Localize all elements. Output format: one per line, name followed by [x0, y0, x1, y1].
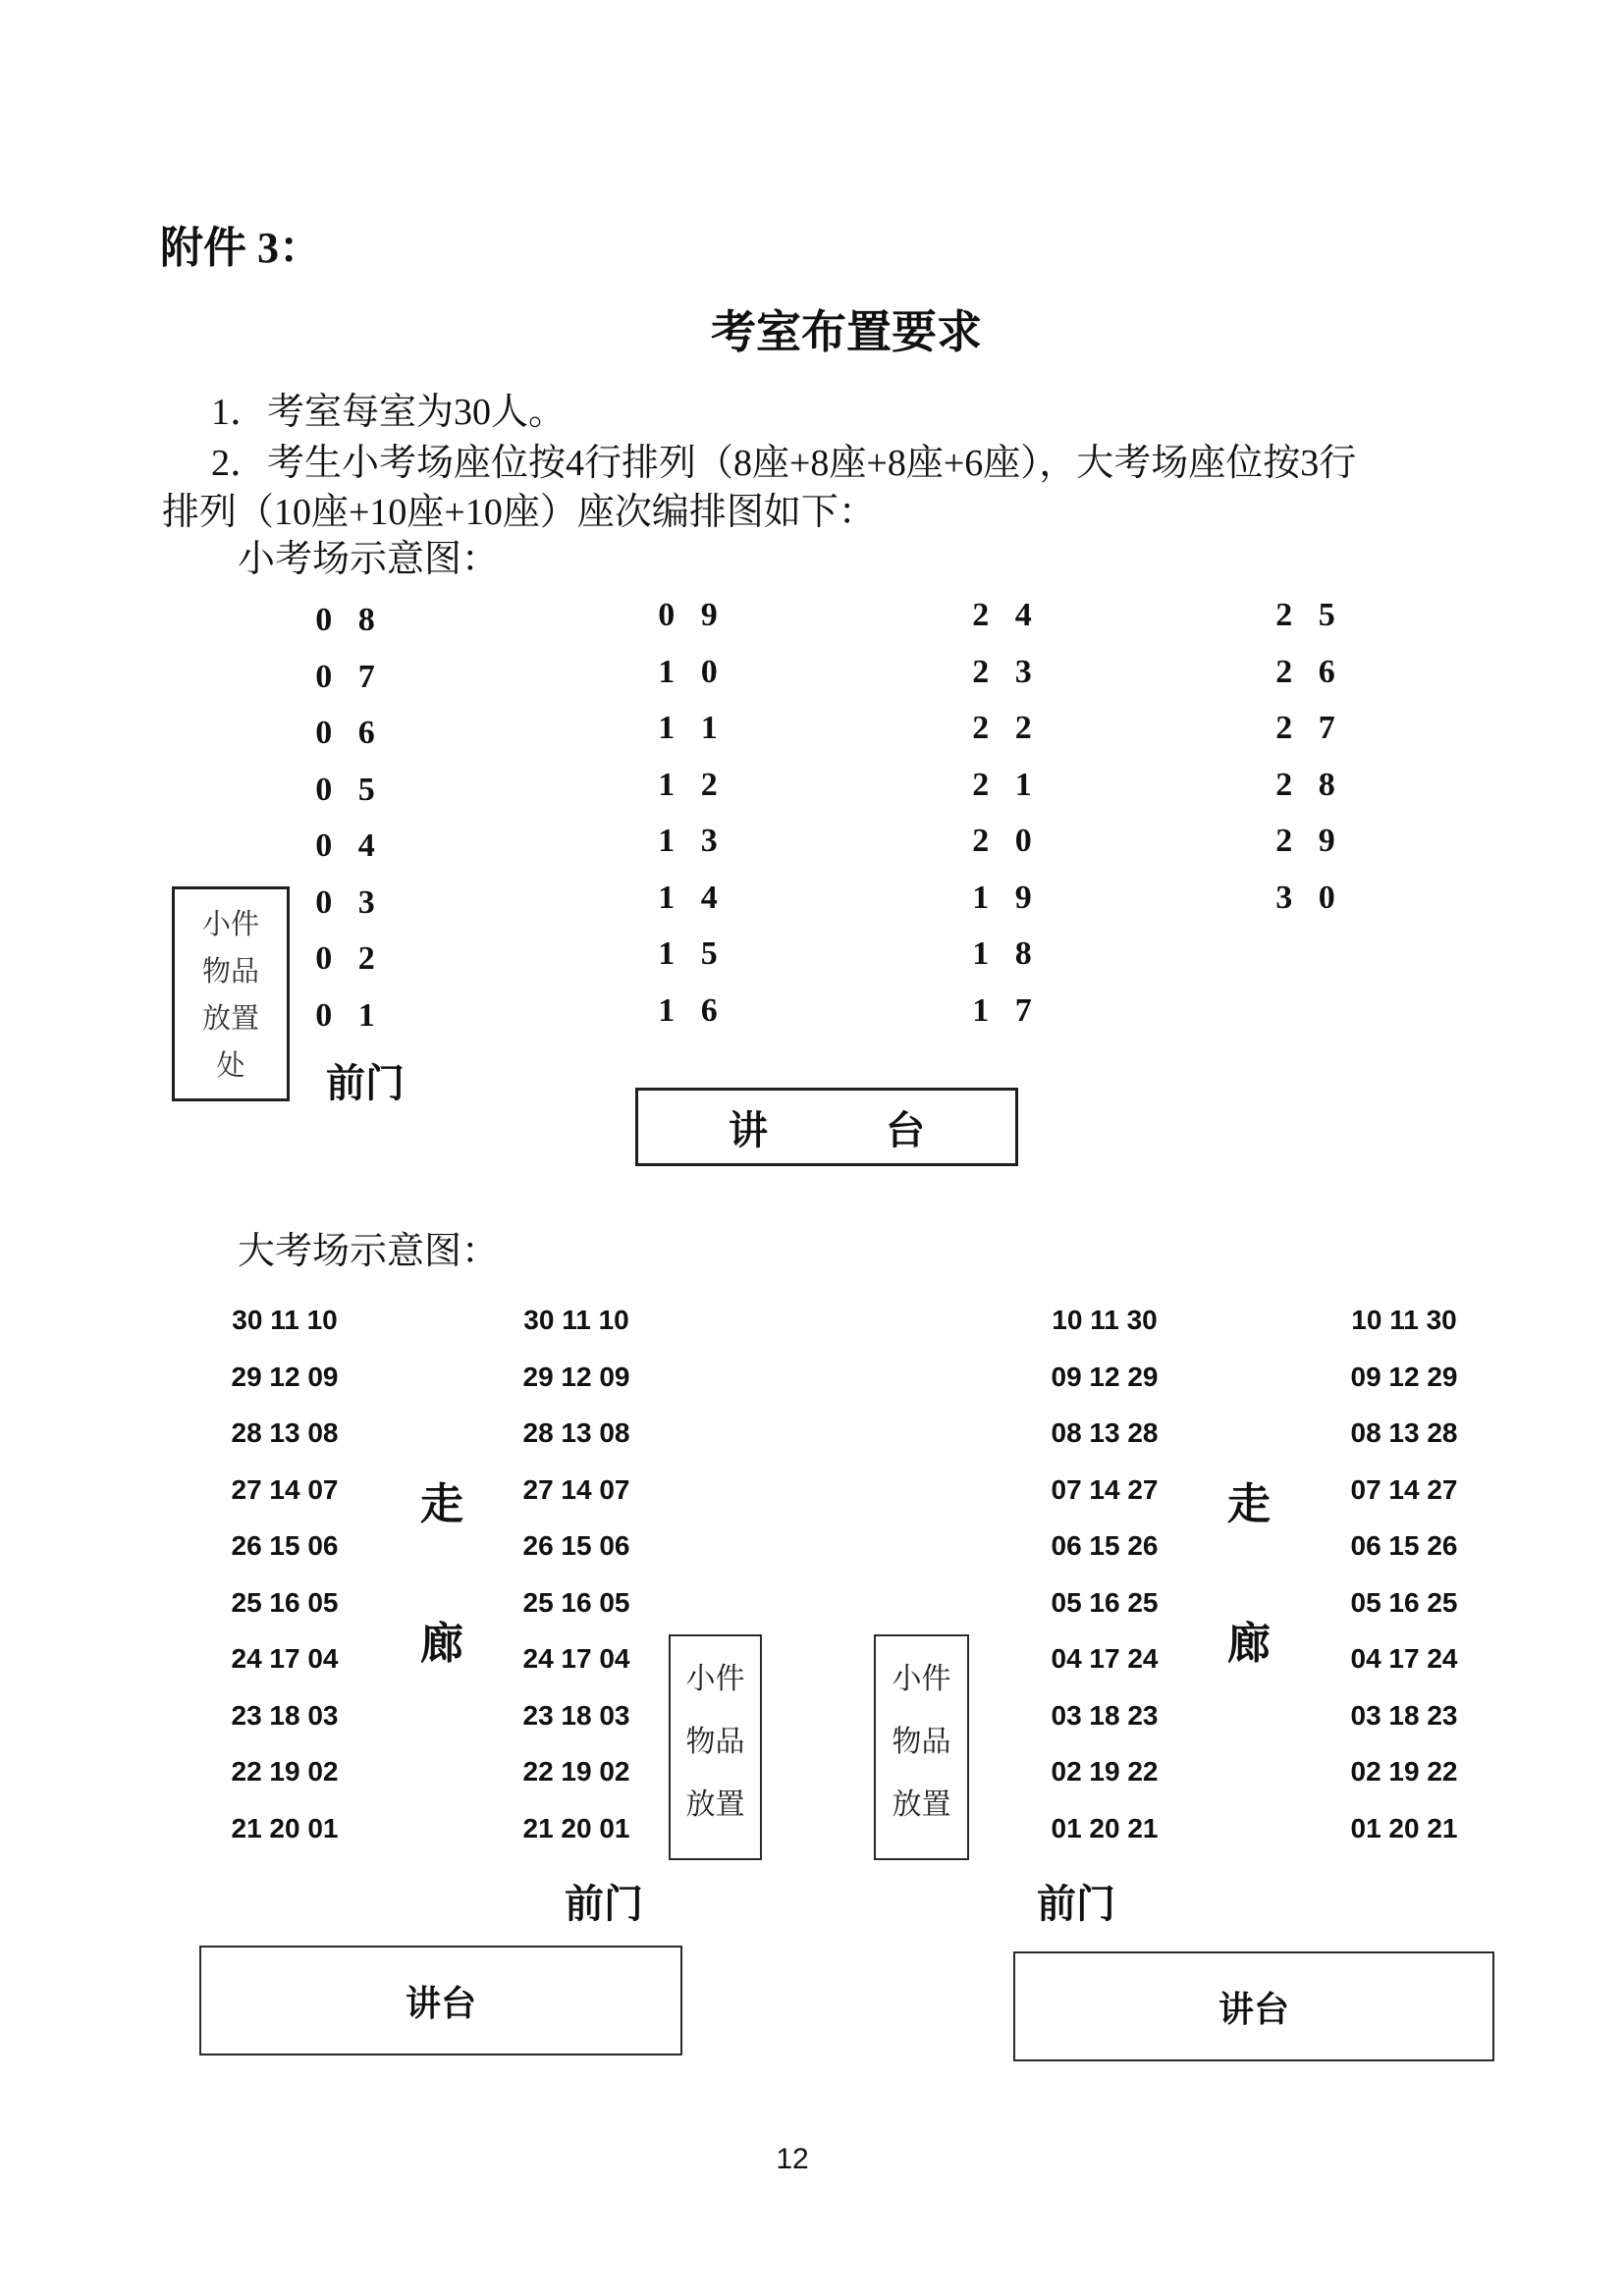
seat-row: 2 1 [972, 766, 1041, 803]
seat-row: 04 17 24 [1051, 1643, 1159, 1674]
seat-row: 1 0 [658, 653, 727, 690]
seat-row: 10 11 30 [1351, 1305, 1457, 1335]
seat-row: 2 9 [1275, 823, 1344, 859]
corridor-char: 廊 [1227, 1620, 1271, 1668]
storage-box-line: 小件 [201, 909, 259, 940]
small-exam-room-diagram [0, 584, 1624, 1178]
seat-row: 2 2 [972, 710, 1041, 746]
corridor-label-right [1205, 1482, 1293, 1667]
seat-row: 0 9 [658, 597, 727, 633]
seat-row: 06 15 26 [1350, 1530, 1458, 1561]
seat-row: 25 16 05 [231, 1586, 339, 1618]
small-room-seat-column-3 [952, 587, 1060, 1039]
seat-row: 1 7 [972, 991, 1041, 1029]
seat-row: 26 15 06 [522, 1530, 630, 1561]
seat-row: 23 18 03 [522, 1699, 630, 1731]
small-items-storage-box-left [669, 1634, 762, 1860]
podium-box-right [1013, 1951, 1494, 2061]
small-room-seat-column-4 [1256, 587, 1364, 926]
seat-row: 01 20 21 [1350, 1812, 1458, 1843]
seat-row: 03 18 23 [1051, 1699, 1159, 1731]
small-room-seat-column-1 [296, 592, 404, 1043]
large-room-seat-group-4 [1345, 1292, 1463, 1856]
small-items-storage-box [172, 886, 290, 1101]
seat-row: 07 14 27 [1350, 1473, 1458, 1505]
seat-row: 21 20 01 [522, 1812, 630, 1843]
seat-row: 02 19 22 [1350, 1756, 1458, 1787]
seat-row: 24 17 04 [522, 1643, 630, 1674]
podium-label: 讲 台 [729, 1107, 925, 1152]
attachment-label: 附件 3： [160, 224, 322, 272]
seat-row: 2 4 [972, 597, 1041, 633]
seat-row: 2 5 [1275, 597, 1344, 633]
seat-row: 30 11 10 [232, 1305, 338, 1335]
seat-row: 29 12 09 [522, 1361, 630, 1392]
storage-box-line: 物品 [892, 1726, 951, 1758]
podium-label: 讲台 [405, 1983, 476, 2023]
seat-row: 26 15 06 [231, 1530, 339, 1561]
storage-box-line: 小件 [892, 1663, 951, 1695]
corridor-char: 廊 [420, 1620, 463, 1668]
page-number: 12 [776, 2143, 809, 2175]
seat-row: 23 18 03 [231, 1699, 339, 1731]
storage-box-line: 放置 [685, 1789, 745, 1821]
seat-row: 04 17 24 [1350, 1643, 1458, 1674]
seat-row: 03 18 23 [1350, 1699, 1458, 1731]
seat-row: 25 16 05 [522, 1586, 630, 1618]
large-room-seat-group-2 [517, 1292, 635, 1856]
seat-row: 0 1 [315, 996, 384, 1034]
seat-row: 2 3 [972, 653, 1041, 690]
large-room-seat-group-3 [1046, 1292, 1164, 1856]
seat-row: 1 3 [658, 823, 727, 859]
seat-row: 02 19 22 [1051, 1756, 1159, 1787]
seat-row: 1 5 [658, 935, 727, 972]
seat-row: 21 20 01 [231, 1812, 339, 1843]
front-door-label-right: 前门 [1037, 1882, 1115, 1926]
seat-row: 01 20 21 [1051, 1812, 1159, 1843]
seat-row: 24 17 04 [231, 1643, 339, 1674]
seat-row: 27 14 07 [522, 1473, 630, 1505]
storage-box-line: 放置 [892, 1789, 951, 1821]
storage-box-line: 放置 [201, 1003, 259, 1035]
seat-row: 28 13 08 [522, 1417, 630, 1448]
seat-row: 10 11 30 [1052, 1305, 1158, 1335]
seat-row: 05 16 25 [1051, 1586, 1159, 1618]
seat-row: 1 8 [972, 935, 1041, 972]
seat-row: 0 5 [315, 771, 384, 808]
seat-row: 08 13 28 [1350, 1417, 1458, 1448]
seat-row: 08 13 28 [1051, 1417, 1159, 1448]
list-item-1: 1．考室每室为30人。 [211, 392, 567, 433]
seat-row: 09 12 29 [1350, 1361, 1458, 1392]
small-room-caption: 小考场示意图： [238, 539, 500, 580]
seat-row: 2 7 [1275, 710, 1344, 746]
storage-box-line: 小件 [685, 1663, 745, 1695]
seat-row: 1 2 [658, 766, 727, 803]
seat-row: 3 0 [1275, 879, 1344, 916]
seat-row: 0 7 [315, 658, 384, 695]
list-item-2-line-1: 2．考生小考场座位按4行排列（8座+8座+8座+6座），大考场座位按3行 [211, 443, 1357, 484]
seat-row: 28 13 08 [231, 1417, 339, 1448]
storage-box-line: 处 [216, 1050, 245, 1082]
storage-box-line: 物品 [685, 1726, 745, 1758]
seat-row: 09 12 29 [1051, 1361, 1159, 1392]
seat-row: 1 1 [658, 710, 727, 746]
front-door-label-left: 前门 [565, 1882, 643, 1926]
seat-row: 22 19 02 [231, 1756, 339, 1787]
seat-row: 0 8 [315, 602, 384, 638]
seat-row: 2 0 [972, 823, 1041, 859]
seat-row: 29 12 09 [231, 1361, 339, 1392]
seat-row: 1 4 [658, 879, 727, 916]
seat-row: 22 19 02 [522, 1756, 630, 1787]
seat-row: 2 8 [1275, 766, 1344, 803]
seat-row: 0 6 [315, 715, 384, 751]
podium-box [635, 1088, 1018, 1166]
seat-row: 0 4 [315, 828, 384, 864]
large-room-seat-group-1 [226, 1292, 344, 1856]
list-item-2-line-2: 排列（10座+10座+10座）座次编排图如下： [162, 492, 876, 533]
large-room-caption: 大考场示意图： [238, 1231, 500, 1272]
corridor-label-left [398, 1482, 486, 1667]
seat-row: 2 6 [1275, 653, 1344, 690]
seat-row: 30 11 10 [523, 1305, 629, 1335]
corridor-char: 走 [1227, 1480, 1271, 1528]
seat-row: 1 6 [658, 991, 727, 1029]
seat-row: 0 2 [315, 940, 384, 977]
seat-row: 06 15 26 [1051, 1530, 1159, 1561]
seat-row: 0 3 [315, 883, 384, 921]
podium-label: 讲台 [1218, 1989, 1289, 2029]
storage-box-line: 物品 [201, 956, 259, 988]
seat-row: 27 14 07 [231, 1473, 339, 1505]
seat-row: 07 14 27 [1051, 1473, 1159, 1505]
small-room-seat-column-2 [638, 587, 746, 1039]
page-title: 考室布置要求 [711, 307, 982, 357]
corridor-char: 走 [420, 1480, 463, 1528]
seat-row: 1 9 [972, 879, 1041, 916]
small-items-storage-box-right [874, 1634, 969, 1860]
podium-box-left [199, 1946, 682, 2056]
large-exam-room-diagram [0, 1276, 1624, 2081]
front-door-label: 前门 [326, 1061, 405, 1105]
seat-row: 05 16 25 [1350, 1586, 1458, 1618]
